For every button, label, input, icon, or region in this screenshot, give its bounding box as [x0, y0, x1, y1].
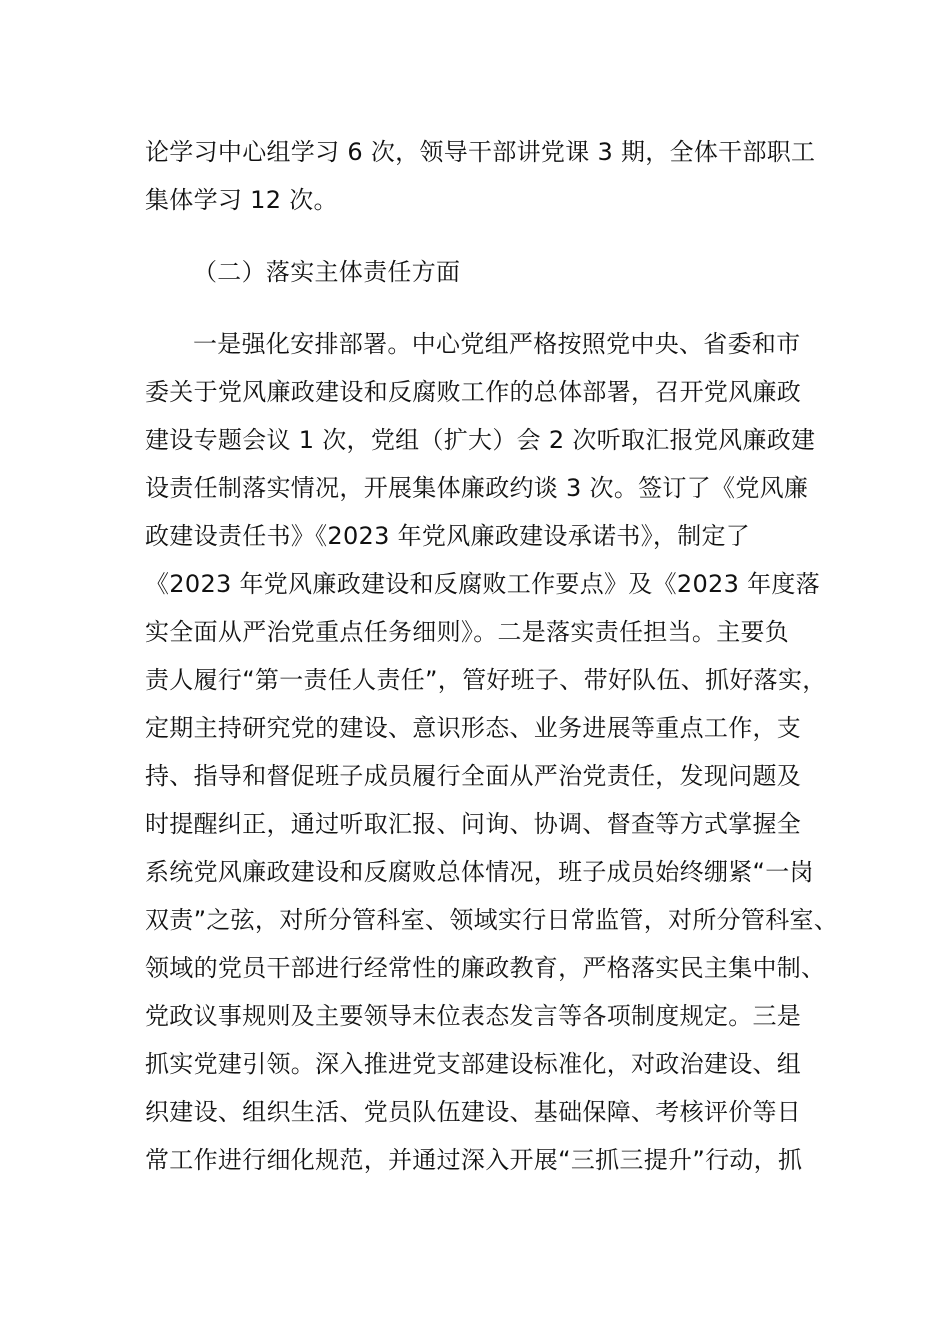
paragraph-2-line-3: 建设专题会议 1 次，党组（扩大）会 2 次听取汇报党风廉政建 — [145, 426, 816, 454]
paragraph-2-line-15: 党政议事规则及主要领导末位表态发言等各项制度规定。三是 — [145, 1002, 802, 1030]
paragraph-2-line-5: 政建设责任书》《2023 年党风廉政建设承诺书》，制定了 — [145, 522, 751, 550]
paragraph-2-line-2: 委关于党风廉政建设和反腐败工作的总体部署，召开党风廉政 — [145, 378, 802, 406]
section-heading: （二）落实主体责任方面 — [193, 258, 461, 286]
paragraph-2-line-8: 责人履行“第一责任人责任”，管好班子、带好队伍、抓好落实， — [145, 666, 827, 694]
paragraph-2-line-17: 织建设、组织生活、党员队伍建设、基础保障、考核评价等日 — [145, 1098, 802, 1126]
paragraph-2-line-11: 时提醒纠正，通过听取汇报、问询、协调、督查等方式掌握全 — [145, 810, 802, 838]
paragraph-2-line-14: 领域的党员干部进行经常性的廉政教育，严格落实民主集中制、 — [145, 954, 826, 982]
paragraph-2-line-6: 《2023 年党风廉政建设和反腐败工作要点》及《2023 年度落 — [145, 570, 821, 598]
paragraph-2-line-12: 系统党风廉政建设和反腐败总体情况，班子成员始终绷紧“一岗 — [145, 858, 814, 886]
paragraph-2-line-7: 实全面从严治党重点任务细则》。二是落实责任担当。主要负 — [145, 618, 790, 646]
paragraph-2-line-10: 持、指导和督促班子成员履行全面从严治党责任，发现问题及 — [145, 762, 802, 790]
paragraph-2-line-4: 设责任制落实情况，开展集体廉政约谈 3 次。签订了《党风廉 — [145, 474, 809, 502]
paragraph-2-line-18: 常工作进行细化规范，并通过深入开展“三抓三提升”行动，抓 — [145, 1146, 803, 1174]
paragraph-2-line-1: 一是强化安排部署。中心党组严格按照党中央、省委和市 — [193, 330, 801, 358]
paragraph-2-line-9: 定期主持研究党的建设、意识形态、业务进展等重点工作，支 — [145, 714, 802, 742]
paragraph-2-line-13: 双责”之弦，对所分管科室、领域实行日常监管，对所分管科室、 — [145, 906, 839, 934]
paragraph-1-line-1: 论学习中心组学习 6 次，领导干部讲党课 3 期，全体干部职工 — [145, 138, 816, 166]
paragraph-2-line-16: 抓实党建引领。深入推进党支部建设标准化，对政治建设、组 — [145, 1050, 802, 1078]
paragraph-1-line-2: 集体学习 12 次。 — [145, 186, 338, 214]
